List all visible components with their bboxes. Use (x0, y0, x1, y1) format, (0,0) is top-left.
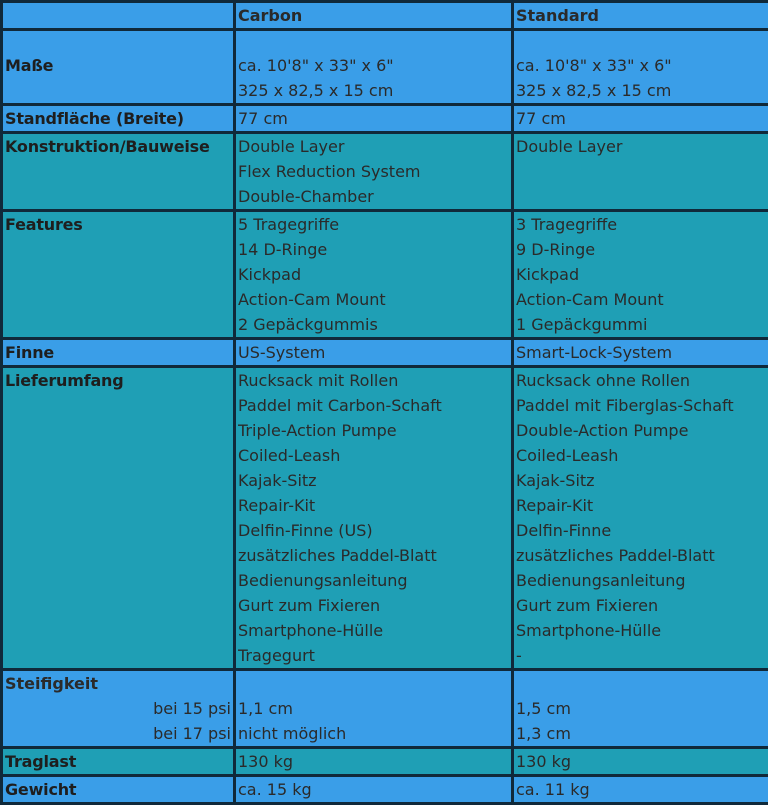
standard-cell: Rucksack ohne Rollen Paddel mit Fiberglas-Schaft Double-Action Pumpe Coiled-Leash Kajak-Sitz Repair-Kit Delfin-Finne zusätzliches Paddel-Blatt Bedienungsanleitung Gurt zum Fixieren Smartphone-Hülle - (513, 367, 768, 670)
row-label: Features (2, 211, 235, 339)
row-label-cell (2, 670, 235, 748)
row-label: Standfläche (Breite) (2, 105, 235, 133)
standard-cell: 77 cm (513, 105, 768, 133)
row-masse (2, 30, 768, 105)
header-standard: Standard (513, 2, 768, 30)
standard-cell: 3 Tragegriffe 9 D-Ringe Kickpad Action-Cam Mount 1 Gepäckgummi (513, 211, 768, 339)
standard-cell: 1,5 cm 1,3 cm (513, 670, 768, 748)
carbon-cell: Double Layer Flex Reduction System Double-Chamber (235, 133, 513, 211)
row-label: Konstruktion/Bauweise (2, 133, 235, 211)
row-features (2, 211, 768, 339)
carbon-cell: US-System (235, 339, 513, 367)
standard-cell: ca. 11 kg (513, 776, 768, 804)
header-row (2, 2, 768, 30)
carbon-cell: 130 kg (235, 748, 513, 776)
carbon-cell: 77 cm (235, 105, 513, 133)
row-finne (2, 339, 768, 367)
row-label: Maße (2, 30, 235, 105)
row-label: Traglast (2, 748, 235, 776)
standard-cell: Smart-Lock-System (513, 339, 768, 367)
header-carbon: Carbon (235, 2, 513, 30)
carbon-cell: 5 Tragegriffe 14 D-Ringe Kickpad Action-Cam Mount 2 Gepäckgummis (235, 211, 513, 339)
row-lieferumfang (2, 367, 768, 670)
psi-17-label: bei 17 psi (5, 721, 231, 746)
carbon-cell: ca. 15 kg (235, 776, 513, 804)
standard-cell: Double Layer (513, 133, 768, 211)
standard-cell: ca. 10'8" x 33" x 6" 325 x 82,5 x 15 cm (513, 30, 768, 105)
row-traglast (2, 748, 768, 776)
carbon-cell: 1,1 cm nicht möglich (235, 670, 513, 748)
carbon-cell: ca. 10'8" x 33" x 6" 325 x 82,5 x 15 cm (235, 30, 513, 105)
header-empty-cell (2, 2, 235, 30)
row-label: Finne (2, 339, 235, 367)
row-label: Gewicht (2, 776, 235, 804)
row-konstruktion (2, 133, 768, 211)
standard-cell: 130 kg (513, 748, 768, 776)
row-label: Steifigkeit (5, 671, 231, 696)
psi-15-label: bei 15 psi (5, 696, 231, 721)
row-steifigkeit (2, 670, 768, 748)
row-label: Lieferumfang (2, 367, 235, 670)
row-standflaeche (2, 105, 768, 133)
carbon-cell: Rucksack mit Rollen Paddel mit Carbon-Schaft Triple-Action Pumpe Coiled-Leash Kajak-Sitz Repair-Kit Delfin-Finne (US) zusätzliches Paddel-Blatt Bedienungsanleitung Gurt zum Fixieren Smartphone-Hülle Tragegurt (235, 367, 513, 670)
